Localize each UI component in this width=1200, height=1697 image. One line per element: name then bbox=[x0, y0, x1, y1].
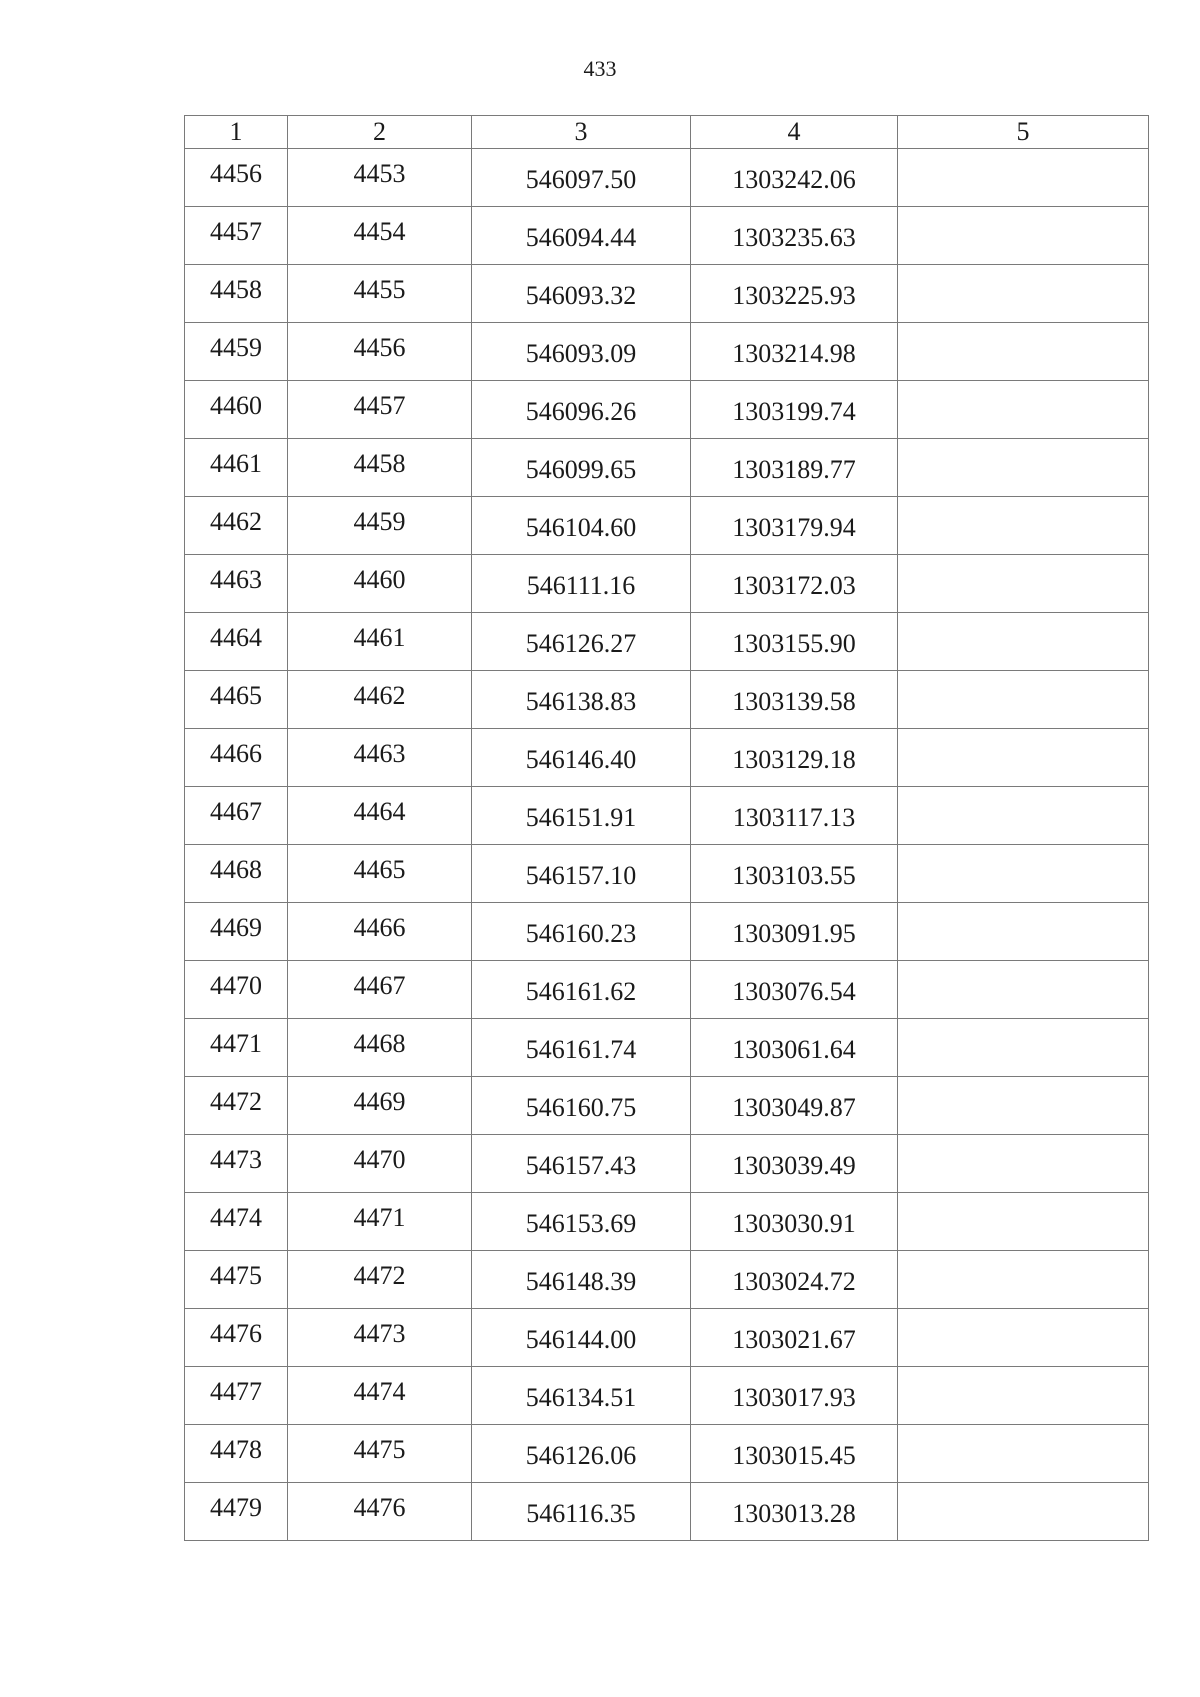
column-header-3: 3 bbox=[472, 116, 691, 149]
cell-point-number: 4476 bbox=[185, 1309, 288, 1367]
cell-x-coordinate: 546094.44 bbox=[472, 207, 691, 265]
cell-prev-point: 4459 bbox=[288, 497, 472, 555]
cell-y-coordinate: 1303049.87 bbox=[691, 1077, 898, 1135]
cell-note bbox=[898, 1367, 1149, 1425]
table-row bbox=[185, 207, 1149, 265]
cell-y-coordinate: 1303235.63 bbox=[691, 207, 898, 265]
cell-y-coordinate: 1303091.95 bbox=[691, 903, 898, 961]
cell-point-number: 4456 bbox=[185, 149, 288, 207]
header-row bbox=[185, 116, 1149, 149]
cell-x-coordinate: 546126.06 bbox=[472, 1425, 691, 1483]
cell-x-coordinate: 546153.69 bbox=[472, 1193, 691, 1251]
cell-y-coordinate: 1303024.72 bbox=[691, 1251, 898, 1309]
cell-point-number: 4469 bbox=[185, 903, 288, 961]
cell-y-coordinate: 1303103.55 bbox=[691, 845, 898, 903]
table-row bbox=[185, 1193, 1149, 1251]
cell-note bbox=[898, 1483, 1149, 1541]
table-row bbox=[185, 439, 1149, 497]
cell-x-coordinate: 546126.27 bbox=[472, 613, 691, 671]
table-row bbox=[185, 903, 1149, 961]
cell-note bbox=[898, 845, 1149, 903]
cell-prev-point: 4466 bbox=[288, 903, 472, 961]
table-row bbox=[185, 265, 1149, 323]
cell-point-number: 4475 bbox=[185, 1251, 288, 1309]
cell-point-number: 4473 bbox=[185, 1135, 288, 1193]
cell-note bbox=[898, 1193, 1149, 1251]
cell-y-coordinate: 1303017.93 bbox=[691, 1367, 898, 1425]
cell-prev-point: 4455 bbox=[288, 265, 472, 323]
cell-x-coordinate: 546151.91 bbox=[472, 787, 691, 845]
cell-note bbox=[898, 1425, 1149, 1483]
cell-note bbox=[898, 265, 1149, 323]
table-row bbox=[185, 613, 1149, 671]
cell-x-coordinate: 546134.51 bbox=[472, 1367, 691, 1425]
table-row bbox=[185, 1077, 1149, 1135]
cell-prev-point: 4464 bbox=[288, 787, 472, 845]
cell-prev-point: 4460 bbox=[288, 555, 472, 613]
column-header-2: 2 bbox=[288, 116, 472, 149]
cell-point-number: 4479 bbox=[185, 1483, 288, 1541]
cell-y-coordinate: 1303076.54 bbox=[691, 961, 898, 1019]
cell-x-coordinate: 546093.09 bbox=[472, 323, 691, 381]
cell-prev-point: 4475 bbox=[288, 1425, 472, 1483]
cell-point-number: 4471 bbox=[185, 1019, 288, 1077]
cell-point-number: 4470 bbox=[185, 961, 288, 1019]
cell-x-coordinate: 546148.39 bbox=[472, 1251, 691, 1309]
cell-point-number: 4462 bbox=[185, 497, 288, 555]
cell-point-number: 4467 bbox=[185, 787, 288, 845]
cell-prev-point: 4472 bbox=[288, 1251, 472, 1309]
cell-prev-point: 4468 bbox=[288, 1019, 472, 1077]
cell-y-coordinate: 1303015.45 bbox=[691, 1425, 898, 1483]
cell-prev-point: 4465 bbox=[288, 845, 472, 903]
cell-point-number: 4465 bbox=[185, 671, 288, 729]
table-row bbox=[185, 555, 1149, 613]
cell-note bbox=[898, 497, 1149, 555]
cell-y-coordinate: 1303117.13 bbox=[691, 787, 898, 845]
cell-note bbox=[898, 1019, 1149, 1077]
cell-point-number: 4460 bbox=[185, 381, 288, 439]
cell-y-coordinate: 1303225.93 bbox=[691, 265, 898, 323]
table-row bbox=[185, 1367, 1149, 1425]
table-row bbox=[185, 1425, 1149, 1483]
cell-x-coordinate: 546160.23 bbox=[472, 903, 691, 961]
table-row bbox=[185, 961, 1149, 1019]
cell-note bbox=[898, 207, 1149, 265]
cell-y-coordinate: 1303039.49 bbox=[691, 1135, 898, 1193]
table-row bbox=[185, 323, 1149, 381]
cell-prev-point: 4476 bbox=[288, 1483, 472, 1541]
table-row bbox=[185, 729, 1149, 787]
cell-point-number: 4472 bbox=[185, 1077, 288, 1135]
cell-prev-point: 4474 bbox=[288, 1367, 472, 1425]
cell-note bbox=[898, 961, 1149, 1019]
cell-note bbox=[898, 149, 1149, 207]
cell-point-number: 4474 bbox=[185, 1193, 288, 1251]
table-row bbox=[185, 1251, 1149, 1309]
cell-prev-point: 4462 bbox=[288, 671, 472, 729]
table-row bbox=[185, 497, 1149, 555]
cell-point-number: 4478 bbox=[185, 1425, 288, 1483]
coordinates-table bbox=[184, 115, 1149, 1541]
cell-y-coordinate: 1303199.74 bbox=[691, 381, 898, 439]
table-body bbox=[185, 149, 1149, 1541]
cell-note bbox=[898, 555, 1149, 613]
table-row bbox=[185, 671, 1149, 729]
cell-point-number: 4477 bbox=[185, 1367, 288, 1425]
cell-point-number: 4466 bbox=[185, 729, 288, 787]
cell-prev-point: 4456 bbox=[288, 323, 472, 381]
table-row bbox=[185, 1309, 1149, 1367]
cell-x-coordinate: 546157.43 bbox=[472, 1135, 691, 1193]
cell-x-coordinate: 546116.35 bbox=[472, 1483, 691, 1541]
cell-x-coordinate: 546096.26 bbox=[472, 381, 691, 439]
cell-prev-point: 4471 bbox=[288, 1193, 472, 1251]
cell-y-coordinate: 1303013.28 bbox=[691, 1483, 898, 1541]
cell-prev-point: 4467 bbox=[288, 961, 472, 1019]
cell-prev-point: 4458 bbox=[288, 439, 472, 497]
table-row bbox=[185, 787, 1149, 845]
cell-note bbox=[898, 613, 1149, 671]
cell-y-coordinate: 1303179.94 bbox=[691, 497, 898, 555]
table-row bbox=[185, 381, 1149, 439]
cell-note bbox=[898, 903, 1149, 961]
cell-point-number: 4463 bbox=[185, 555, 288, 613]
cell-note bbox=[898, 787, 1149, 845]
cell-point-number: 4461 bbox=[185, 439, 288, 497]
cell-note bbox=[898, 671, 1149, 729]
cell-x-coordinate: 546093.32 bbox=[472, 265, 691, 323]
cell-y-coordinate: 1303172.03 bbox=[691, 555, 898, 613]
table-header bbox=[185, 116, 1149, 149]
cell-x-coordinate: 546104.60 bbox=[472, 497, 691, 555]
cell-point-number: 4468 bbox=[185, 845, 288, 903]
cell-prev-point: 4469 bbox=[288, 1077, 472, 1135]
cell-y-coordinate: 1303139.58 bbox=[691, 671, 898, 729]
cell-y-coordinate: 1303030.91 bbox=[691, 1193, 898, 1251]
table-row bbox=[185, 845, 1149, 903]
cell-y-coordinate: 1303129.18 bbox=[691, 729, 898, 787]
cell-x-coordinate: 546097.50 bbox=[472, 149, 691, 207]
cell-prev-point: 4470 bbox=[288, 1135, 472, 1193]
cell-y-coordinate: 1303061.64 bbox=[691, 1019, 898, 1077]
cell-x-coordinate: 546160.75 bbox=[472, 1077, 691, 1135]
cell-note bbox=[898, 729, 1149, 787]
cell-point-number: 4457 bbox=[185, 207, 288, 265]
cell-x-coordinate: 546138.83 bbox=[472, 671, 691, 729]
column-header-1: 1 bbox=[185, 116, 288, 149]
table-row bbox=[185, 1019, 1149, 1077]
table-row bbox=[185, 1135, 1149, 1193]
cell-note bbox=[898, 323, 1149, 381]
cell-y-coordinate: 1303189.77 bbox=[691, 439, 898, 497]
cell-x-coordinate: 546146.40 bbox=[472, 729, 691, 787]
cell-prev-point: 4453 bbox=[288, 149, 472, 207]
cell-note bbox=[898, 381, 1149, 439]
cell-point-number: 4464 bbox=[185, 613, 288, 671]
cell-y-coordinate: 1303021.67 bbox=[691, 1309, 898, 1367]
cell-note bbox=[898, 1309, 1149, 1367]
table-row bbox=[185, 149, 1149, 207]
cell-prev-point: 4473 bbox=[288, 1309, 472, 1367]
cell-x-coordinate: 546161.62 bbox=[472, 961, 691, 1019]
cell-prev-point: 4454 bbox=[288, 207, 472, 265]
table-row bbox=[185, 1483, 1149, 1541]
column-header-4: 4 bbox=[691, 116, 898, 149]
cell-note bbox=[898, 1135, 1149, 1193]
column-header-5: 5 bbox=[898, 116, 1149, 149]
cell-x-coordinate: 546144.00 bbox=[472, 1309, 691, 1367]
cell-y-coordinate: 1303155.90 bbox=[691, 613, 898, 671]
page-number: 433 bbox=[583, 56, 617, 81]
cell-prev-point: 4457 bbox=[288, 381, 472, 439]
cell-note bbox=[898, 1251, 1149, 1309]
cell-prev-point: 4461 bbox=[288, 613, 472, 671]
cell-note bbox=[898, 1077, 1149, 1135]
cell-y-coordinate: 1303214.98 bbox=[691, 323, 898, 381]
cell-x-coordinate: 546161.74 bbox=[472, 1019, 691, 1077]
cell-note bbox=[898, 439, 1149, 497]
cell-point-number: 4459 bbox=[185, 323, 288, 381]
cell-prev-point: 4463 bbox=[288, 729, 472, 787]
cell-x-coordinate: 546111.16 bbox=[472, 555, 691, 613]
cell-x-coordinate: 546099.65 bbox=[472, 439, 691, 497]
cell-point-number: 4458 bbox=[185, 265, 288, 323]
cell-x-coordinate: 546157.10 bbox=[472, 845, 691, 903]
cell-y-coordinate: 1303242.06 bbox=[691, 149, 898, 207]
